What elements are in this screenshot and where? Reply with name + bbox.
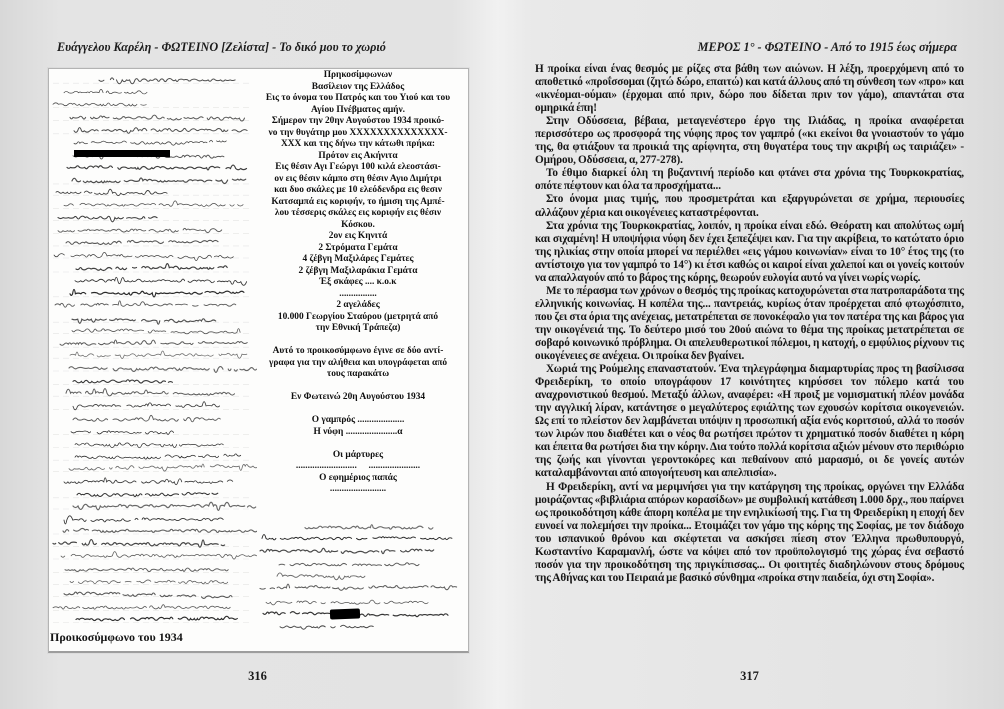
transcription-line: 4 ζέβγη Μαξιλάρες Γεμάτες bbox=[302, 254, 414, 264]
transcription-line: Βασίλειον της Ελλάδος bbox=[311, 81, 405, 92]
body-paragraph: Η Φρειδερίκη, αντί να μεριμνήσει για την κατάργηση της προίκας, οργώνει την Ελλάδα μοιράζοντας «βιβλιάρια απόρων κορασίδων» με συμβολική κατάθεση 1.000 δρχ., που παίρνει ως προικοδότηση κάθε άπορη κοπέλα με την ενηλικίωσή της. Για τη Φρειδερίκη η εποχή δεν ευνοεί να πολεμήσει την προίκα... Ετοιμάζει τον γάμο της κόρης της Σοφίας, με τον διάδοχο του ισπανικού θρόνου και σκέφτεται να ασκήσει πίεση στον Έλληνα πρωθυπουργό, Κωσταντίνο Καραμανλή, ώστε να κόψει από τον προϋπολογισμό της χώρας ένα σεβαστό ποσόν για την προικοδότηση της πριγκίπισσας... Οι φοιτητές διαδηλώνουν στους δρόμους της Αθήνας και του Πειραιά με βασικό σύνθημα «προίκα στην παιδεία, όχι στη Σοφία». bbox=[535, 480, 964, 584]
body-paragraph: Η προίκα είναι ένας θεσμός με ρίζες στα βάθη των αιώνων. Η λέξη, προερχόμενη από το αποθετικό «προΐσσομαι (ζητώ δώρο, επαιτώ) και κατά άλλους από τη σύνθεση των «προ» και «ικνέομαι-ούμαι» (έρχομαι από πριν, δώρο που δίδεται πριν τον γάμο), απαντάται στα ομηρικά έπη! bbox=[535, 63, 964, 115]
transcription-line: νο την θυγάτηρ μου XXXXXXXXXXXXXX- bbox=[268, 127, 448, 138]
manuscript-caption: Προικοσύμφωνο του 1934 bbox=[50, 630, 183, 644]
transcription-line: ον εις θέσιν κάμπο στη θέσιν Αγιο Διμήτρι bbox=[274, 173, 442, 184]
transcription-line: λου τέσσερις σκάλες εις κοριφήν εις θέσιν bbox=[274, 208, 442, 218]
transcription-line: την Εθνική Τράπεζα) bbox=[315, 323, 401, 333]
transcription-line: Ο γαμπρός .................... bbox=[311, 415, 405, 425]
transcription-line: Σήμερον την 20ην Αυγούστου 1934 προικό- bbox=[271, 116, 445, 126]
transcription-line: Πρότον εις Ακήνιτα bbox=[318, 150, 398, 161]
transcription-line: Εις θέσιν Αγι Γεώργι 100 κιλά ελεοστάσι- bbox=[275, 162, 441, 172]
running-head-right: ΜΕΡΟΣ 1° - ΦΩΤΕΙΝΟ - Από το 1915 έως σήμερα bbox=[697, 40, 957, 54]
transcription-line: ........................ bbox=[329, 484, 387, 494]
transcription-line: και δυο σκάλες με 10 ελεόδενδρα εις θεσιν bbox=[274, 185, 442, 195]
page-number-left: 316 bbox=[248, 669, 267, 683]
transcription-line: 2 ζέβγη Μαξιλαράκια Γεμάτα bbox=[298, 265, 418, 276]
manuscript-scan bbox=[48, 68, 469, 653]
transcription-line: Ο εφημέριος παπάς bbox=[319, 472, 397, 483]
transcription-line: Εν Φωτεινώ 20η Αυγούστου 1934 bbox=[290, 392, 426, 402]
transcription-line: Έξ σκάφες .... κ.ο.κ bbox=[319, 277, 397, 287]
page-number-right: 317 bbox=[740, 669, 759, 683]
transcription-line bbox=[255, 404, 461, 416]
right-page-text bbox=[535, 63, 964, 585]
running-head-left: Ευάγγελου Καρέλη - ΦΩΤΕΙΝΟ [Ζελίστα] - Το δικό μου το χωριό bbox=[57, 40, 386, 54]
transcription-line bbox=[255, 381, 461, 393]
body-paragraph: Στην Οδύσσεια, βέβαια, μεταγενέστερο έργο της Ιλιάδας, η προίκα αναφέρεται περισσότερο ως προσφορά της νύφης προς τον γαμπρό («κι εκείνοι θα γνοιαστούν το γάμο της, θα φτιάξουν τα προικιά της αρίφνητα, στη θυγατέρα τους την ακριβή ως ταιριάζει» - Ομήρου, Οδύσσεια, α, 277-278). bbox=[535, 115, 964, 167]
transcription-line: Κατσαμπά εις κοριφήν, το ήμιση της Αμπέ- bbox=[271, 196, 445, 207]
transcription-line: Εις το όνομα του Πατρός και του Υιού και του bbox=[265, 93, 451, 103]
transcription-line: 2 αγελάδες bbox=[336, 300, 380, 310]
handwritten-signatures bbox=[257, 521, 463, 639]
transcription-line: Πρηκοσίμφωνων bbox=[323, 70, 393, 80]
typed-transcription bbox=[255, 69, 461, 496]
transcription-line: Αγίου Πνέβματος αμήν. bbox=[310, 104, 406, 115]
redaction-blob bbox=[330, 608, 360, 619]
transcription-line: Αυτό το προικοσύμφωνο έγινε σε δύο αντί- bbox=[272, 346, 444, 356]
body-paragraph: Στα χρόνια της Τουρκοκρατίας, λοιπόν, η προίκα είναι εδώ. Θεόρατη και απολύτως ωμή και σιχαμένη! Η υποψήφια νύφη δεν έχει ξεπεζέψει καν. Για την ακρίβεια, το κατώτατο όριο της ηλικίας στην οποία μπορεί να περιέλθει «εις γάμου κοινωνίαν» είναι το 10° έτος της (το αντίστοιχο για τον γαμπρό το 14°) κι έτσι καθώς οι καιροί είναι χαλεποί και οι γονείς κοιτούν να απαλλαγούν από το βάρος της κόρης, θεωρούν ευλογία αυτό να γίνει νωρίς νωρίς. bbox=[535, 219, 964, 284]
transcription-line bbox=[255, 438, 461, 450]
transcription-line: 10.000 Γεωργίου Σταύρου (μετρητά από bbox=[277, 311, 439, 322]
transcription-line: τους παρακάτω bbox=[326, 369, 390, 379]
transcription-line: Οι μάρτυρες bbox=[332, 449, 384, 460]
body-paragraph: Στο όνομα μιας τιμής, που προσμετράται και εξαργυρώνεται σε χρήμα, περιουσίες αλλάζουν χέρια και οικογένειες καταστρέφονται. bbox=[535, 193, 964, 219]
transcription-line bbox=[255, 335, 461, 347]
transcription-line: γραφα για την αλήθεια και υπογράφεται από bbox=[268, 357, 448, 368]
transcription-line: 2 Στρόματα Γεμάτα bbox=[318, 242, 398, 253]
redaction-bar bbox=[74, 150, 170, 157]
transcription-line: .......................... ...................... bbox=[295, 461, 421, 471]
transcription-line: Κόσκου. bbox=[341, 219, 375, 230]
transcription-line: XXX και της δήνω την κάτωθι πρήκα: bbox=[280, 139, 436, 149]
body-paragraph: Χωριά της Ρούμελης επαναστατούν. Ένα τηλεγράφημα διαμαρτυρίας προς τη βασίλισσα Φρειδερίκη, το οποίο υπογράφουν 17 κοινότητες κηρύσσει τον πόλεμο κατά του αναχρονιστικού θεσμού. Μεταξύ άλλων, αναφέρει: «Η προιξ με νομισματική πλέον μονάδα την αγγλική λίραν, κατάντησε ο μεγαλύτερος εφιάλτης των εχουσών κορίτσια οικογενειών. Ως επί το πλείστον δεν λαμβάνεται υπόψιν η προσωπική αξία ενός κοριτσιού, αλλά το ποσόν των λιρών που διαθέτει και ο νέος θα ρωτήσει πρώτον τι χρηματικό ποσόν διαθέτει η κόρη και έπειτα θα ρωτήσει δια την κόρην. Δια τούτο πολλά κορίτσια αξιών μένουν στο περιθώριο της ζωής και γίνονται γεροντοκόρες και πεθαίνουν από μαρασμό, οι δε γονείς αυτών καταλαμβάνονται από απογοήτευση και απελπισία». bbox=[535, 363, 964, 480]
transcription-line: ................ bbox=[339, 288, 377, 299]
body-paragraph: Με το πέρασμα των χρόνων ο θεσμός της προίκας κατοχυρώνεται στα πατροπαράδοτα της ελληνικής κοινωνίας. Η κοπέλα της... παντρειάς, κυρίως όταν προέρχεται από φτωχόσπιτο, που ζει στα όρια της ανέχειας, μετατρέπεται σε πονοκέφαλο για τον πατέρα της και βάρος για την οικογένειά της. Το δεύτερο μισό του 20ού αιώνα το θέμα της προίκας μετατρέπεται σε σοβαρό κοινωνικό πρόβλημα. Οι απελευθερωτικοί πόλεμοι, η κατοχή, ο εμφύλιος ρίχνουν τις οικογένειες σε ανέχεια. Οι προίκα δεν βγαίνει. bbox=[535, 284, 964, 363]
body-paragraph: Το έθιμο διαρκεί όλη τη βυζαντινή περίοδο και φτάνει στα χρόνια της Τουρκοκρατίας, οπότε πέφτουν και όλα τα προσχήματα... bbox=[535, 167, 964, 193]
transcription-line: 2ον εις Κηνιτά bbox=[328, 231, 388, 241]
transcription-line: Η νύφη ......................α bbox=[313, 426, 403, 437]
